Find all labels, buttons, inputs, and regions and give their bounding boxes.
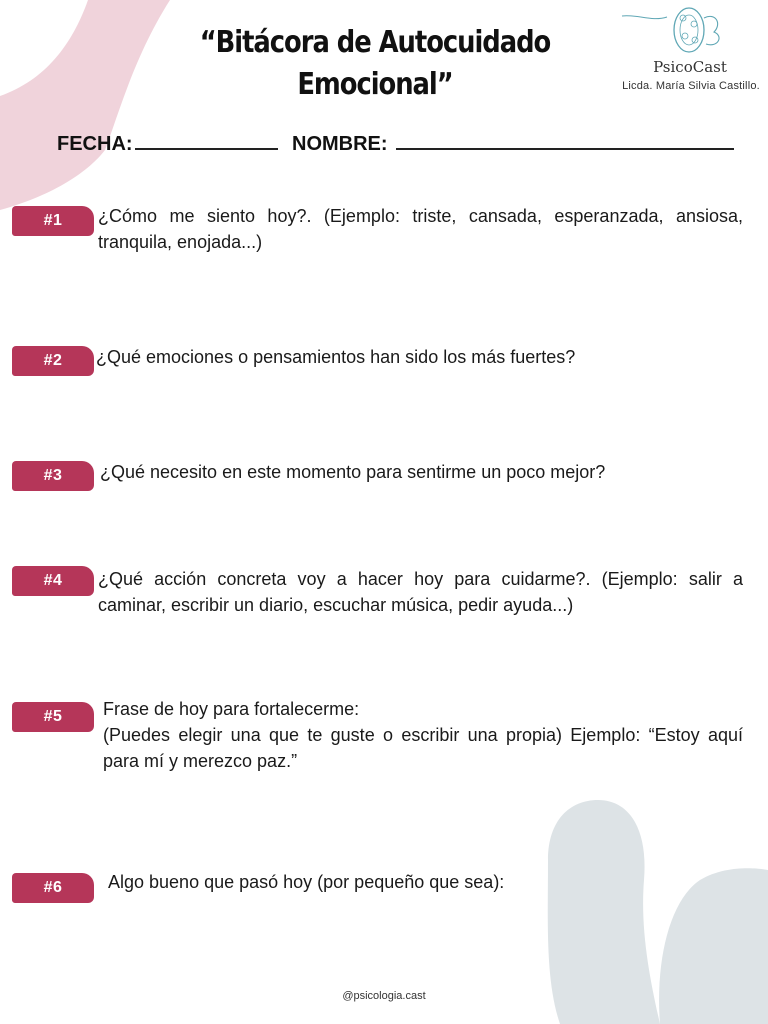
question-badge-4: #4 (12, 566, 94, 596)
question-4-text: ¿Qué acción concreta voy a hacer hoy para cuidarme?. (Ejemplo: salir a caminar, escribir un diario, escuchar música, pedir ayuda...) (98, 569, 743, 615)
question-5-line1: Frase de hoy para fortalecerme: (103, 699, 360, 719)
question-2-text: ¿Qué emociones o pensamientos han sido los más fuertes? (96, 347, 576, 367)
nombre-blank[interactable] (396, 128, 734, 150)
question-badge-6: #6 (12, 873, 94, 903)
question-badge-5: #5 (12, 702, 94, 732)
question-3-text: ¿Qué necesito en este momento para sentirme un poco mejor? (100, 462, 606, 482)
question-6-text: Algo bueno que pasó hoy (por pequeño que sea): (108, 872, 505, 892)
footer-handle: @psicologia.cast (342, 990, 426, 1002)
question-badge-2: #2 (12, 346, 94, 376)
fecha-label: FECHA: (57, 133, 133, 155)
page-title: “Bitácora de Autocuidado Emocional” (199, 25, 551, 102)
logo-subtitle: Licda. María Silvia Castillo. (622, 80, 760, 92)
fecha-blank[interactable] (135, 128, 278, 150)
question-badge-1: #1 (12, 206, 94, 236)
question-5-line2: (Puedes elegir una que te guste o escribir una propia) Ejemplo: “Estoy aquí para mí y merezco paz.” (103, 725, 743, 771)
nombre-label: NOMBRE: (292, 133, 388, 155)
nombre-field[interactable] (292, 128, 734, 156)
fecha-field[interactable] (57, 128, 278, 156)
question-1-text: ¿Cómo me siento hoy?. (Ejemplo: triste, cansada, esperanzada, ansiosa, tranquila, enojada...) (98, 206, 743, 252)
logo-brand: PsicoCast (653, 58, 727, 76)
question-badge-3: #3 (12, 461, 94, 491)
